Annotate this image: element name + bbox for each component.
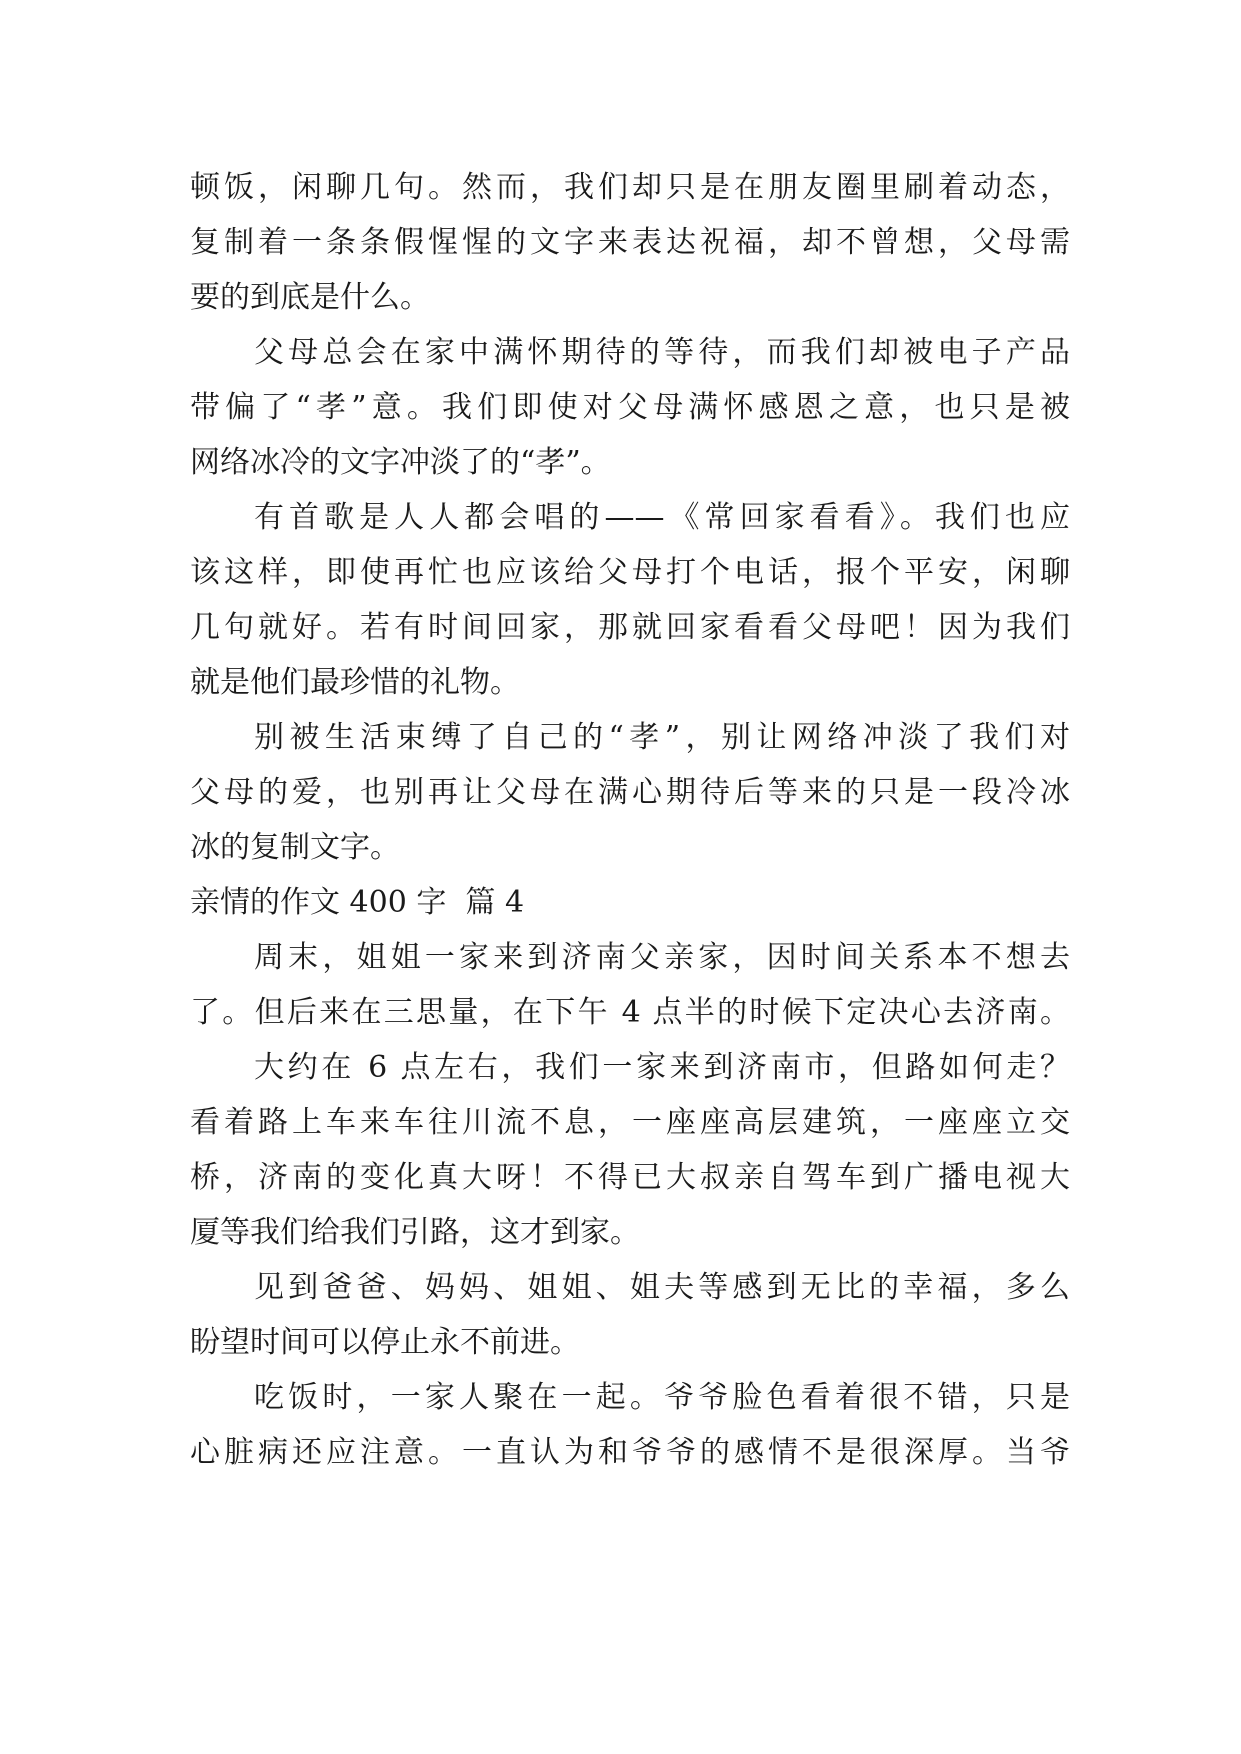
paragraph-line: 几句就好。若有时间回家，那就回家看看父母吧！因为我们	[190, 610, 1070, 645]
section-heading: 亲情的作文 400 字 篇 4	[190, 885, 525, 920]
paragraph-line: 父母总会在家中满怀期待的等待，而我们却被电子产品	[254, 335, 1070, 370]
paragraph-line: 复制着一条条假惺惺的文字来表达祝福，却不曾想，父母需	[190, 225, 1070, 260]
paragraph-line: 看着路上车来车往川流不息，一座座高层建筑，一座座立交	[190, 1105, 1070, 1140]
paragraph-line: 顿饭，闲聊几句。然而，我们却只是在朋友圈里刷着动态，	[190, 170, 1070, 205]
paragraph-line: 吃饭时，一家人聚在一起。爷爷脸色看着很不错，只是	[254, 1380, 1070, 1415]
paragraph-line: 心脏病还应注意。一直认为和爷爷的感情不是很深厚。当爷	[190, 1435, 1070, 1470]
paragraph-line: 了。但后来在三思量，在下午 4 点半的时候下定决心去济南。	[190, 995, 1070, 1030]
paragraph-line: 周末，姐姐一家来到济南父亲家，因时间关系本不想去	[254, 940, 1070, 975]
paragraph-line: 带偏了“孝”意。我们即使对父母满怀感恩之意，也只是被	[190, 390, 1070, 425]
paragraph-line: 盼望时间可以停止永不前进。	[190, 1325, 580, 1360]
paragraph-line: 就是他们最珍惜的礼物。	[190, 665, 520, 700]
paragraph-line: 冰的复制文字。	[190, 830, 400, 865]
paragraph-line: 厦等我们给我们引路，这才到家。	[190, 1215, 640, 1250]
paragraph-line: 别被生活束缚了自己的“孝”，别让网络冲淡了我们对	[254, 720, 1070, 755]
paragraph-line: 桥，济南的变化真大呀！不得已大叔亲自驾车到广播电视大	[190, 1160, 1070, 1195]
paragraph-line: 网络冰冷的文字冲淡了的“孝”。	[190, 445, 611, 480]
paragraph-line: 该这样，即使再忙也应该给父母打个电话，报个平安，闲聊	[190, 555, 1070, 590]
paragraph-line: 见到爸爸、妈妈、姐姐、姐夫等感到无比的幸福，多么	[254, 1270, 1070, 1305]
paragraph-line: 父母的爱，也别再让父母在满心期待后等来的只是一段冷冰	[190, 775, 1070, 810]
paragraph-line: 大约在 6 点左右，我们一家来到济南市，但路如何走？	[254, 1050, 1070, 1085]
paragraph-line: 要的到底是什么。	[190, 280, 430, 315]
paragraph-line: 有首歌是人人都会唱的——《常回家看看》。我们也应	[254, 500, 1070, 535]
